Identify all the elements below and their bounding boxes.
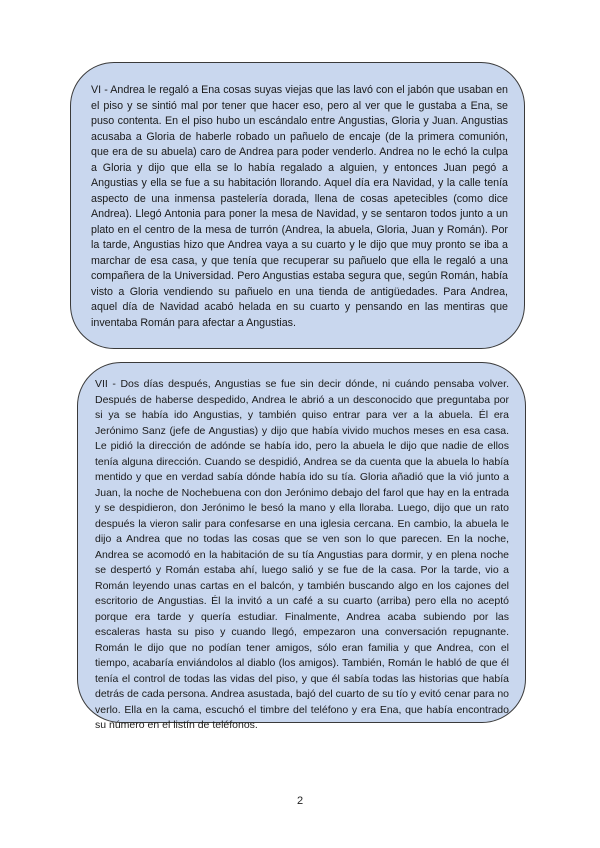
chapter-vii-text: VII - Dos días después, Angustias se fue sin decir dónde, ni cuándo pensaba volver. Después de haberse despedido, Andrea le abrió a un desconocido que preguntaba por si ya se había ido Angustias, y también quiso entrar para ver a la abuela. Él era Jerónimo Sanz (jefe de Angustias) y dijo que había vivido muchos meses en esa casa. Le pidió la dirección de adónde se había ido, pero la abuela le dijo que nadie de ellos tenía alguna dirección. Cuando se despidió, Andrea se da cuenta que la abuela lo había mentido y que en verdad sabía dónde había ido su tía. Gloria añadió que la vió junto a Juan, la noche de Nochebuena con don Jerónimo debajo del farol que hay en la entrada y se despidieron, don Jerónimo le besó la mano y ella lloraba. Luego, dijo que un rato después la vieron salir para confesarse en una iglesia cercana. En cambio, la abuela le dijo a Andrea que no todas las cosas que se ven son lo que parecen. En la noche, Andrea se acomodó en la habitación de su tía Angustias para dormir, y en plena noche se despertó y Román estaba ahí, luego salió y se fue de la casa. Por la tarde, vio a Román leyendo unas cartas en el balcón, y también buscando algo en los cajones del escritorio de Angustias. Él la invitó a un café a su cuarto (arriba) pero ella no aceptó porque era tarde y quería estudiar. Finalmente, Andrea acaba subiendo por las escaleras hasta su piso y cuando llegó, empezaron una conversación repugnante. Román le dijo que no podían tener amigos, sólo eran familia y que Andrea, con el tiempo, acabaría enviándolos al diablo (los amigos). También, Román le habló de que él tenía el control de todas las vidas del piso, y que él sabía todas las historias que había detrás de cada persona. Andrea asustada, bajó del cuarto de su tío y evitó cenar para no verlo. Ella en la cama, escuchó el timbre del teléfono y era Ena, que había encontrado su número en el listín de teléfonos.: [95, 378, 509, 731]
chapter-vii-summary-box: [77, 362, 526, 731]
chapter-vi-summary-box: [70, 62, 525, 349]
page-number: 2: [296, 795, 304, 807]
chapter-vi-text: VI - Andrea le regaló a Ena cosas suyas viejas que las lavó con el jabón que usaban en el piso y se sintió mal por tener que hacer eso, pero al ver que le gustaba a Ena, se puso contenta. En el piso hubo un escándalo entre Angustias, Gloria y Juan. Angustias acusaba a Gloria de haberle robado un pañuelo de encaje (de la primera comunión, que era de su abuela) caro de Andrea para poder venderlo. Andrea no le echó la culpa a Gloria y dijo que ella se lo había regalado a alguien, y entonces Juan pegó a Angustias y ella se fue a su habitación llorando. Aquel día era Navidad, y la calle tenía aspecto de una inmensa pastelería dorada, llena de cosas apetecibles (como dice Andrea). Llegó Antonia para poner la mesa de Navidad, y se sentaron todos junto a un plato en el centro de la mesa de turrón (Andrea, la abuela, Gloria, Juan y Román). Por la tarde, Angustias hizo que Andrea vaya a su cuarto y le dijo que muy pronto se iba a marchar de esa casa, y que tenía que recuperar su pañuelo que ella le regaló a una compañera de la Universidad. Pero Angustias estaba segura que, según Román, había visto a Gloria vendiendo su pañuelo en una tienda de antigüedades. Para Andrea, aquel día de Navidad acabó helada en su cuarto y pensando en las mentiras que inventaba Román para afectar a Angustias.: [91, 84, 508, 329]
